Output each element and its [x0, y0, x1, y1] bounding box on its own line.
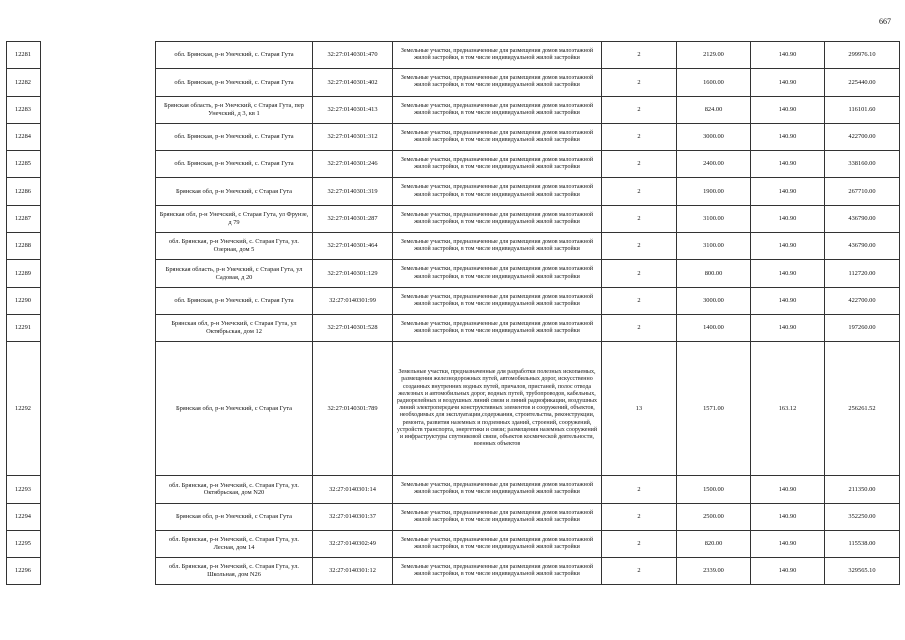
specific-value-cell: 140.90	[751, 558, 825, 585]
cadastral-value-cell: 352250.00	[825, 503, 900, 530]
land-use-cell: Земельные участки, предназначенные для размещения домов малоэтажной жилой застройки, в том числе индивидуальной жилой застройки	[393, 151, 602, 178]
table-row	[7, 260, 900, 287]
specific-value-cell: 140.90	[751, 314, 825, 341]
spacer-cell	[41, 314, 156, 341]
address-cell: Брянская область, р-н Унечский, с Старая Гута, ул Садовая, д 20	[156, 260, 313, 287]
land-use-cell: Земельные участки, предназначенные для размещения домов малоэтажной жилой застройки, в том числе индивидуальной жилой застройки	[393, 205, 602, 232]
area-cell: 1400.00	[677, 314, 751, 341]
cadastral-number-cell: 32:27:0140301:14	[313, 476, 393, 503]
cadastral-value-cell: 112720.00	[825, 260, 900, 287]
row-number-cell: 12290	[7, 287, 41, 314]
specific-value-cell: 140.90	[751, 503, 825, 530]
category-code-cell: 2	[602, 476, 677, 503]
specific-value-cell: 140.90	[751, 287, 825, 314]
spacer-cell	[41, 558, 156, 585]
specific-value-cell: 140.90	[751, 260, 825, 287]
category-code-cell: 13	[602, 342, 677, 476]
cadastral-number-cell: 32:27:0140301:464	[313, 233, 393, 260]
table-row	[7, 96, 900, 123]
address-cell: Брянская обл, р-н Унечский, с Старая Гута, ул Октябрьская, дом 12	[156, 314, 313, 341]
table-row	[7, 287, 900, 314]
row-number-cell: 12282	[7, 69, 41, 96]
cadastral-number-cell: 32:27:0140302:49	[313, 530, 393, 557]
area-cell: 2129.00	[677, 42, 751, 69]
cadastral-value-cell: 116101.60	[825, 96, 900, 123]
table-row	[7, 123, 900, 150]
row-number-cell: 12295	[7, 530, 41, 557]
spacer-cell	[41, 178, 156, 205]
specific-value-cell: 140.90	[751, 178, 825, 205]
row-number-cell: 12296	[7, 558, 41, 585]
address-cell: Брянская обл, р-н Унечский, с Старая Гута	[156, 503, 313, 530]
table-row	[7, 151, 900, 178]
cadastral-value-cell: 299976.10	[825, 42, 900, 69]
spacer-cell	[41, 503, 156, 530]
address-cell: Брянская обл, р-н Унечский, с Старая Гута, ул Фрунзе, д 79	[156, 205, 313, 232]
cadastral-value-cell: 436790.00	[825, 205, 900, 232]
land-use-cell: Земельные участки, предназначенные для размещения домов малоэтажной жилой застройки, в том числе индивидуальной жилой застройки	[393, 123, 602, 150]
category-code-cell: 2	[602, 151, 677, 178]
land-use-cell: Земельные участки, предназначенные для размещения домов малоэтажной жилой застройки, в том числе индивидуальной жилой застройки	[393, 314, 602, 341]
cadastral-number-cell: 32:27:0140301:319	[313, 178, 393, 205]
address-cell: обл. Брянская, р-н Унечский, с. Старая Гута, ул. Октябрьская, дом N20	[156, 476, 313, 503]
row-number-cell: 12292	[7, 342, 41, 476]
address-cell: обл. Брянская, р-н Унечский, с. Старая Гута	[156, 123, 313, 150]
cadastral-number-cell: 32:27:0140301:528	[313, 314, 393, 341]
cadastral-value-cell: 267710.00	[825, 178, 900, 205]
category-code-cell: 2	[602, 558, 677, 585]
spacer-cell	[41, 342, 156, 476]
spacer-cell	[41, 123, 156, 150]
category-code-cell: 2	[602, 503, 677, 530]
table-row	[7, 69, 900, 96]
table-row	[7, 530, 900, 557]
address-cell: обл. Брянская, р-н Унечский, с. Старая Гута	[156, 69, 313, 96]
row-number-cell: 12287	[7, 205, 41, 232]
table-row	[7, 476, 900, 503]
area-cell: 3000.00	[677, 287, 751, 314]
row-number-cell: 12284	[7, 123, 41, 150]
area-cell: 3000.00	[677, 123, 751, 150]
row-number-cell: 12286	[7, 178, 41, 205]
cadastral-number-cell: 32:27:0140301:37	[313, 503, 393, 530]
land-use-cell: Земельные участки, предназначенные для размещения домов малоэтажной жилой застройки, в том числе индивидуальной жилой застройки	[393, 42, 602, 69]
cadastral-value-cell: 115538.00	[825, 530, 900, 557]
address-cell: Брянская обл, р-н Унечский, с Старая Гута	[156, 178, 313, 205]
specific-value-cell: 140.90	[751, 96, 825, 123]
area-cell: 1571.00	[677, 342, 751, 476]
address-cell: Брянская обл, р-н Унечский, с Старая Гута	[156, 342, 313, 476]
cadastral-number-cell: 32:27:0140301:402	[313, 69, 393, 96]
table-row	[7, 342, 900, 476]
spacer-cell	[41, 233, 156, 260]
specific-value-cell: 140.90	[751, 205, 825, 232]
cadastral-value-cell: 256261.52	[825, 342, 900, 476]
cadastral-value-cell: 329565.10	[825, 558, 900, 585]
address-cell: обл. Брянская, р-н Унечский, с. Старая Гута	[156, 287, 313, 314]
cadastral-value-cell: 422700.00	[825, 123, 900, 150]
area-cell: 1600.00	[677, 69, 751, 96]
area-cell: 1900.00	[677, 178, 751, 205]
land-use-cell: Земельные участки, предназначенные для размещения домов малоэтажной жилой застройки, в том числе индивидуальной жилой застройки	[393, 530, 602, 557]
land-use-cell: Земельные участки, предназначенные для размещения домов малоэтажной жилой застройки, в том числе индивидуальной жилой застройки	[393, 69, 602, 96]
category-code-cell: 2	[602, 260, 677, 287]
category-code-cell: 2	[602, 233, 677, 260]
area-cell: 3100.00	[677, 205, 751, 232]
land-use-cell: Земельные участки, предназначенные для размещения домов малоэтажной жилой застройки, в том числе индивидуальной жилой застройки	[393, 178, 602, 205]
address-cell: обл. Брянская, р-н Унечский, с. Старая Гута, ул. Озерная, дом 5	[156, 233, 313, 260]
cadastral-value-table	[6, 41, 899, 585]
table-row	[7, 558, 900, 585]
cadastral-number-cell: 32:27:0140301:413	[313, 96, 393, 123]
row-number-cell: 12289	[7, 260, 41, 287]
cadastral-value-cell: 338160.00	[825, 151, 900, 178]
row-number-cell: 12285	[7, 151, 41, 178]
cadastral-number-cell: 32:27:0140301:99	[313, 287, 393, 314]
table-row	[7, 205, 900, 232]
address-cell: Брянская область, р-н Унечский, с Старая Гута, пер Унечский, д 3, кв 1	[156, 96, 313, 123]
table-row	[7, 42, 900, 69]
specific-value-cell: 163.12	[751, 342, 825, 476]
address-cell: обл. Брянская, р-н Унечский, с. Старая Гута	[156, 151, 313, 178]
address-cell: обл. Брянская, р-н Унечский, с. Старая Гута, ул. Школьная, дом N26	[156, 558, 313, 585]
spacer-cell	[41, 151, 156, 178]
row-number-cell: 12283	[7, 96, 41, 123]
category-code-cell: 2	[602, 42, 677, 69]
category-code-cell: 2	[602, 123, 677, 150]
category-code-cell: 2	[602, 69, 677, 96]
area-cell: 1500.00	[677, 476, 751, 503]
row-number-cell: 12288	[7, 233, 41, 260]
category-code-cell: 2	[602, 314, 677, 341]
area-cell: 2339.00	[677, 558, 751, 585]
category-code-cell: 2	[602, 287, 677, 314]
land-use-cell: Земельные участки, предназначенные для размещения домов малоэтажной жилой застройки, в том числе индивидуальной жилой застройки	[393, 476, 602, 503]
spacer-cell	[41, 287, 156, 314]
spacer-cell	[41, 69, 156, 96]
area-cell: 3100.00	[677, 233, 751, 260]
specific-value-cell: 140.90	[751, 42, 825, 69]
cadastral-value-cell: 211350.00	[825, 476, 900, 503]
cadastral-number-cell: 32:27:0140301:470	[313, 42, 393, 69]
cadastral-number-cell: 32:27:0140301:246	[313, 151, 393, 178]
row-number-cell: 12293	[7, 476, 41, 503]
cadastral-number-cell: 32:27:0140301:287	[313, 205, 393, 232]
area-cell: 824.00	[677, 96, 751, 123]
specific-value-cell: 140.90	[751, 151, 825, 178]
area-cell: 820.00	[677, 530, 751, 557]
cadastral-number-cell: 32:27:0140301:129	[313, 260, 393, 287]
land-use-cell: Земельные участки, предназначенные для размещения домов малоэтажной жилой застройки, в том числе индивидуальной жилой застройки	[393, 287, 602, 314]
row-number-cell: 12294	[7, 503, 41, 530]
cadastral-value-cell: 436790.00	[825, 233, 900, 260]
spacer-cell	[41, 476, 156, 503]
spacer-cell	[41, 42, 156, 69]
cadastral-value-cell: 422700.00	[825, 287, 900, 314]
category-code-cell: 2	[602, 96, 677, 123]
spacer-cell	[41, 260, 156, 287]
row-number-cell: 12291	[7, 314, 41, 341]
area-cell: 800.00	[677, 260, 751, 287]
table-row	[7, 178, 900, 205]
cadastral-number-cell: 32:27:0140301:12	[313, 558, 393, 585]
address-cell: обл. Брянская, р-н Унечский, с. Старая Гута	[156, 42, 313, 69]
address-cell: обл. Брянская, р-н Унечский, с. Старая Гута, ул. Лесная, дом 14	[156, 530, 313, 557]
land-use-cell: Земельные участки, предназначенные для размещения домов малоэтажной жилой застройки, в том числе индивидуальной жилой застройки	[393, 260, 602, 287]
category-code-cell: 2	[602, 178, 677, 205]
specific-value-cell: 140.90	[751, 476, 825, 503]
land-use-cell: Земельные участки, предназначенные для размещения домов малоэтажной жилой застройки, в том числе индивидуальной жилой застройки	[393, 558, 602, 585]
specific-value-cell: 140.90	[751, 233, 825, 260]
cadastral-value-cell: 197260.00	[825, 314, 900, 341]
land-use-cell: Земельные участки, предназначенные для размещения домов малоэтажной жилой застройки, в том числе индивидуальной жилой застройки	[393, 96, 602, 123]
cadastral-value-cell: 225440.00	[825, 69, 900, 96]
row-number-cell: 12281	[7, 42, 41, 69]
table-row	[7, 503, 900, 530]
table-row	[7, 233, 900, 260]
specific-value-cell: 140.90	[751, 123, 825, 150]
category-code-cell: 2	[602, 530, 677, 557]
area-cell: 2500.00	[677, 503, 751, 530]
area-cell: 2400.00	[677, 151, 751, 178]
specific-value-cell: 140.90	[751, 69, 825, 96]
spacer-cell	[41, 205, 156, 232]
land-use-cell: Земельные участки, предназначенные для размещения домов малоэтажной жилой застройки, в том числе индивидуальной жилой застройки	[393, 503, 602, 530]
spacer-cell	[41, 530, 156, 557]
land-use-cell: Земельные участки, предназначенные для разработки полезных ископаемых, размещения железнодорожных путей, автомобильных дорог, искусственно созданных внутренних водных путей, причалов, пристаней, полос отвода железных и автомобильных дорог, водных путей, трубопроводов, кабельных, радиорелейных и воздушных линий связи и линий радиофикации, воздушных линий электропередачи конструктивных элементов и сооружений, объектов, необходимых для эксплуатации,содержания, строительства, реконструкции, ремонта, развития наземных и подземных зданий, строений, сооружений, устройств транспорта, энергетики и связи; размещения наземных сооружений и инфраструктуры спутниковой связи, объектов космической деятельности, военных объектов	[393, 342, 602, 476]
category-code-cell: 2	[602, 205, 677, 232]
land-use-cell: Земельные участки, предназначенные для размещения домов малоэтажной жилой застройки, в том числе индивидуальной жилой застройки	[393, 233, 602, 260]
specific-value-cell: 140.90	[751, 530, 825, 557]
cadastral-number-cell: 32:27:0140301:789	[313, 342, 393, 476]
page-number: 667	[879, 17, 891, 26]
table-row	[7, 314, 900, 341]
cadastral-number-cell: 32:27:0140301:312	[313, 123, 393, 150]
spacer-cell	[41, 96, 156, 123]
